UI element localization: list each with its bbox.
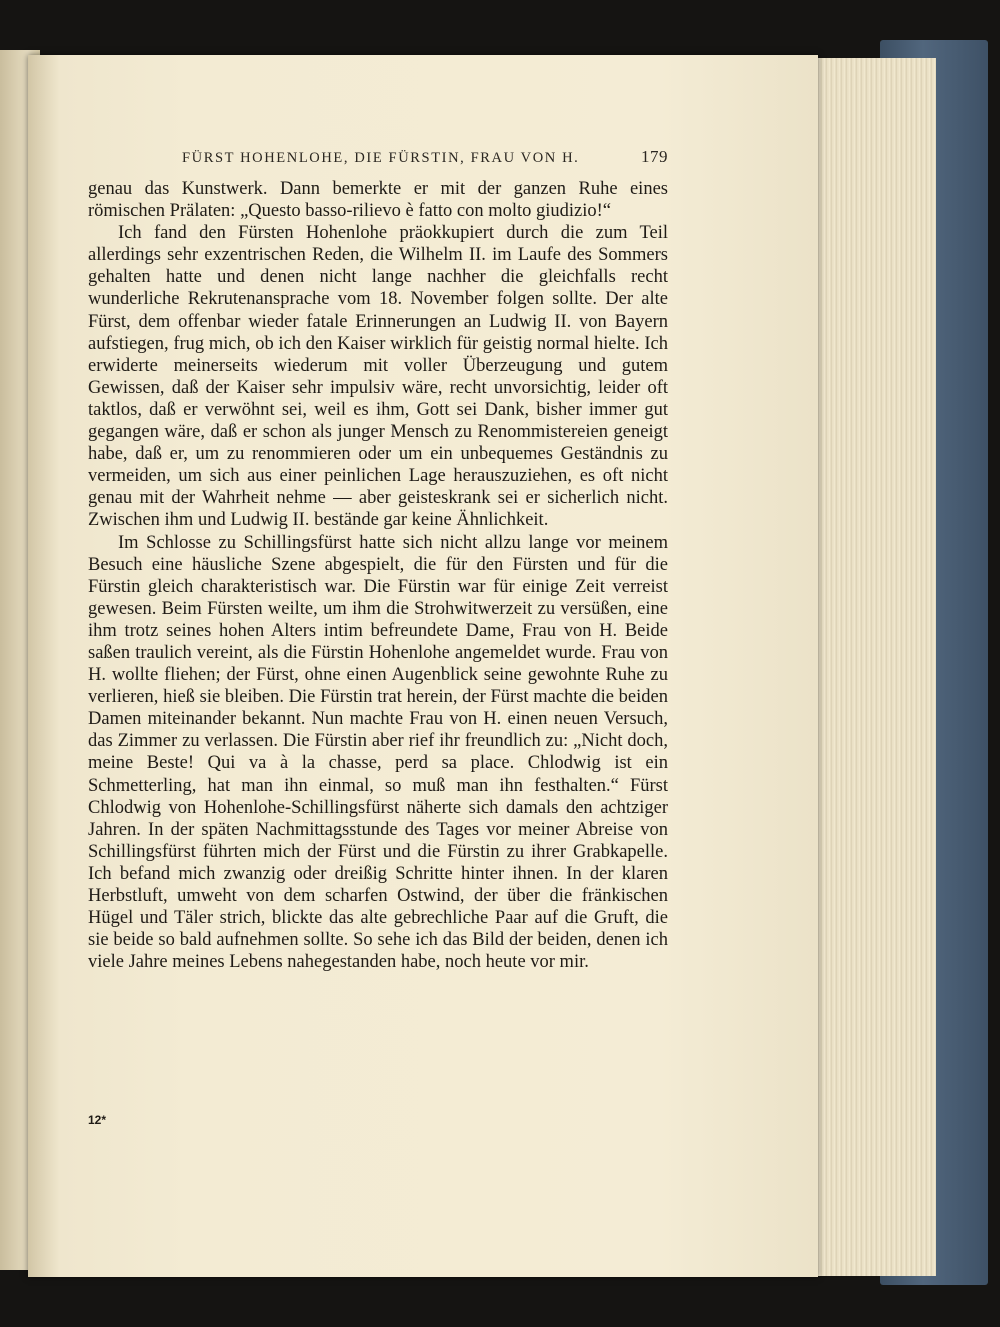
- paragraph: genau das Kunstwerk. Dann bemerkte er mit der ganzen Ruhe eines römischen Prälaten: „Questo basso-rilievo è fatto con molto giudizio!“: [88, 179, 668, 222]
- paragraph: Im Schlosse zu Schillingsfürst hatte sich nicht allzu lange vor meinem Besuch eine häusliche Szene abgespielt, die für den Fürsten und für die Fürstin gleich charakteristisch war. Die Fürstin war für einige Zeit verreist gewesen. Beim Fürsten weilte, um ihm die Strohwitwerzeit zu versüßen, eine ihm trotz seines hohen Alters intim befreundete Dame, Frau von H. Beide saßen traulich vereint, als die Fürstin Hohenlohe angemeldet wurde. Frau von H. wollte fliehen; der Fürst, ohne einen Augenblick seine gewohnte Ruhe zu verlieren, hieß sie bleiben. Die Fürstin trat herein, der Fürst machte die beiden Damen miteinander bekannt. Nun machte Frau von H. einen neuen Versuch, das Zimmer zu verlassen. Die Fürstin aber rief ihr freundlich zu: „Nicht doch, meine Beste! Qui va à la chasse, perd sa place. Chlodwig ist ein Schmetterling, hat man ihn einmal, so muß man ihn festhalten.“ Fürst Chlodwig von Hohenlohe-Schillingsfürst näherte sich damals den achtziger Jahren. In der späten Nachmittagsstunde des Tages vor meiner Abreise von Schillingsfürst führten mich der Fürst und die Fürstin zu ihrer Grabkapelle. Ich befand mich zwanzig oder dreißig Schritte hinter ihnen. In der klaren Herbstluft, umweht von dem scharfen Ostwind, der über die fränkischen Hügel und Täler strich, blickte das alte gebrechliche Paar auf die Gruft, die sie beide so bald aufnehmen sollte. So sehe ich das Bild der beiden, denen ich viele Jahre meines Lebens nahegestanden habe, noch heute vor mir.: [88, 532, 668, 973]
- signature-mark: 12*: [88, 1113, 107, 1127]
- running-head: [182, 147, 668, 171]
- running-head-title: FÜRST HOHENLOHE, DIE FÜRSTIN, FRAU VON H.: [182, 150, 580, 166]
- body-text: [88, 178, 668, 973]
- page-block-edge: [808, 58, 936, 1276]
- paragraph: Ich fand den Fürsten Hohenlohe präokkupiert durch die zum Teil allerdings sehr exzentrischen Reden, die Wilhelm II. im Laufe des Sommers gehalten hatte und denen nicht lange nachher die gleichfalls recht wunderliche Rekrutenansprache vom 18. November folgen sollte. Der alte Fürst, dem offenbar wieder fatale Erinnerungen an Ludwig II. von Bayern aufstiegen, frug mich, ob ich den Kaiser wirklich für geistig normal hielte. Ich erwiderte meinerseits wiederum mit voller Überzeugung und gutem Gewissen, daß der Kaiser sehr impulsiv wäre, recht unvorsichtig, leider oft taktlos, daß er verwöhnt sei, weil es ihm, Gott sei Dank, bisher immer gut gegangen wäre, daß er schon als junger Mensch zu Renommistereien geneigt habe, daß er, um zu renommieren oder um ein unbequemes Geständnis zu vermeiden, um sich aus einer peinlichen Lage herauszuziehen, es oft nicht genau mit der Wahrheit nehme — aber geisteskrank sei er sicherlich nicht. Zwischen ihm und Ludwig II. bestände gar keine Ähnlichkeit.: [88, 223, 668, 531]
- page-number: 179: [641, 147, 668, 166]
